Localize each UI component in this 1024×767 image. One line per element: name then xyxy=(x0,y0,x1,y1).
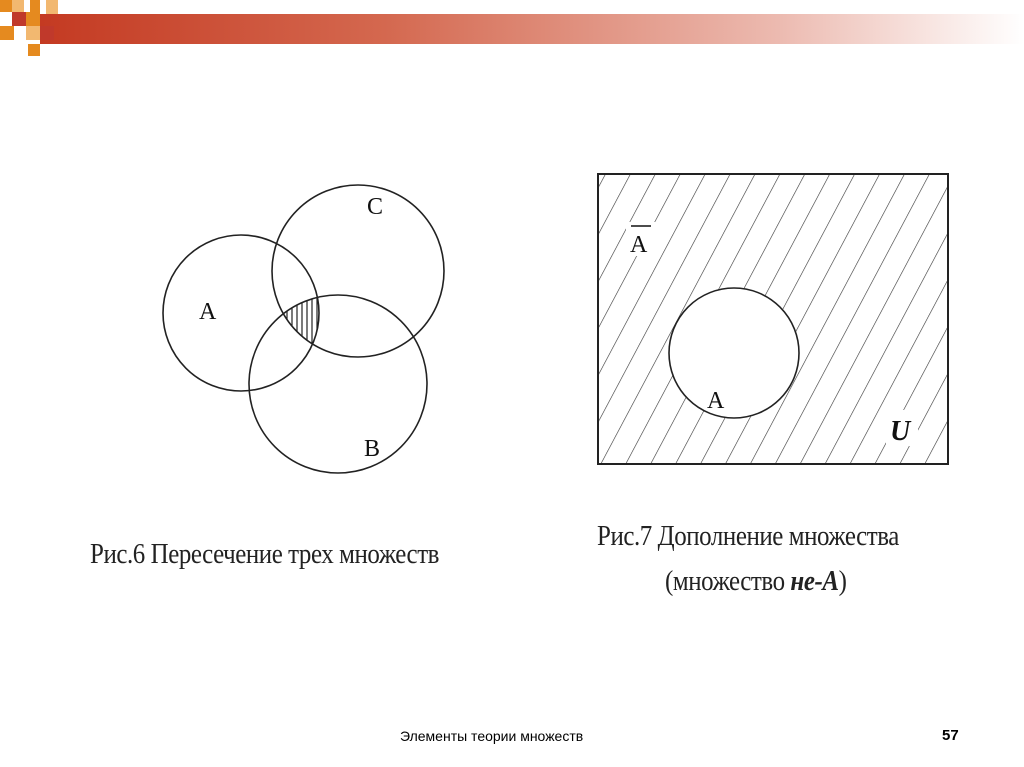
not-a-label: A xyxy=(630,232,648,258)
footer-title: Элементы теории множеств xyxy=(400,728,584,744)
complement-diagram xyxy=(598,174,948,464)
caption-emphasis: не-А xyxy=(790,565,839,597)
set-c-label: C xyxy=(367,194,384,220)
venn-diagram-three-sets xyxy=(150,180,470,500)
figure-7-caption-line2 xyxy=(665,565,846,598)
figure-7-caption-line1: Рис.7 Дополнение множества xyxy=(597,520,899,552)
set-b-label: B xyxy=(364,436,381,462)
universe-label: U xyxy=(890,416,911,447)
figure-6-caption: Рис.6 Пересечение трех множеств xyxy=(90,538,440,570)
inner-a-label: A xyxy=(707,388,725,414)
header-decoration xyxy=(0,0,1024,56)
set-b-circle xyxy=(249,295,427,473)
intersection-region xyxy=(150,180,470,500)
caption-suffix: ) xyxy=(838,565,847,597)
set-a-label: A xyxy=(199,299,217,325)
page-number: 57 xyxy=(942,727,959,744)
caption-prefix: (множество xyxy=(665,565,791,597)
